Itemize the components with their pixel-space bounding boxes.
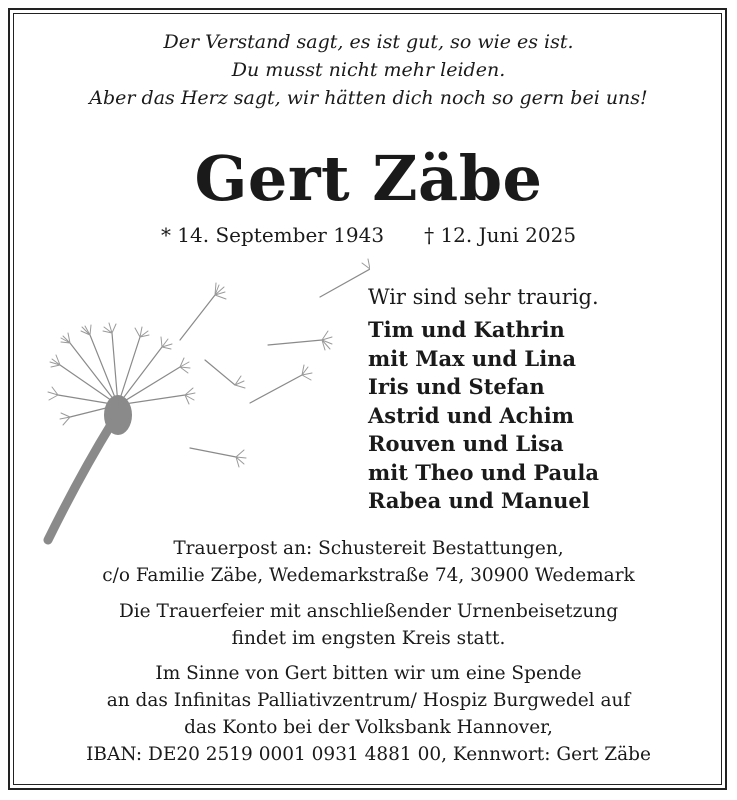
donation-request (0, 660, 737, 768)
family-line: Rabea und Manuel (368, 488, 590, 513)
donation-line: das Konto bei der Volksbank Hannover, (184, 717, 553, 738)
birth-date: * 14. September 1943 (160, 223, 385, 247)
donation-line: an das Infinitas Palliativzentrum/ Hospiz Burgwedel auf (106, 690, 631, 711)
family-line: Iris und Stefan (368, 374, 545, 399)
quote-line: Der Verstand sagt, es ist gut, so wie es ist. (163, 31, 574, 53)
deceased-name: Gert Zäbe (194, 142, 543, 215)
address-line: Trauerpost an: Schustereit Bestattungen, (173, 538, 564, 559)
quote-line: Aber das Herz sagt, wir hätten dich noch so gern bei uns! (89, 87, 648, 109)
family-line: mit Max und Lina (368, 345, 577, 371)
dandelion-icon (40, 255, 370, 545)
ceremony-line: findet im engsten Kreis statt. (231, 628, 506, 649)
family-line: Tim und Kathrin (368, 317, 565, 342)
mail-address (0, 535, 737, 589)
family-line: Astrid und Achim (368, 402, 574, 428)
death-date: † 12. Juni 2025 (424, 223, 577, 247)
ceremony-line: Die Trauerfeier mit anschließender Urnenbeisetzung (118, 601, 619, 622)
family-line: Rouven und Lisa (368, 431, 564, 456)
ceremony-notice (0, 598, 737, 652)
address-line: c/o Familie Zäbe, Wedemarkstraße 74, 30900 Wedemark (102, 565, 635, 586)
life-dates (0, 220, 737, 250)
family-line: mit Theo und Paula (368, 459, 599, 485)
mourners (368, 282, 708, 516)
quote-line: Du musst nicht mehr leiden. (231, 59, 506, 81)
mourners-intro: Wir sind sehr traurig. (368, 285, 599, 309)
donation-line: IBAN: DE20 2519 0001 0931 4881 00, Kennwort: Gert Zäbe (86, 744, 651, 765)
donation-line: Im Sinne von Gert bitten wir um eine Spende (155, 663, 582, 684)
quote (0, 28, 737, 112)
